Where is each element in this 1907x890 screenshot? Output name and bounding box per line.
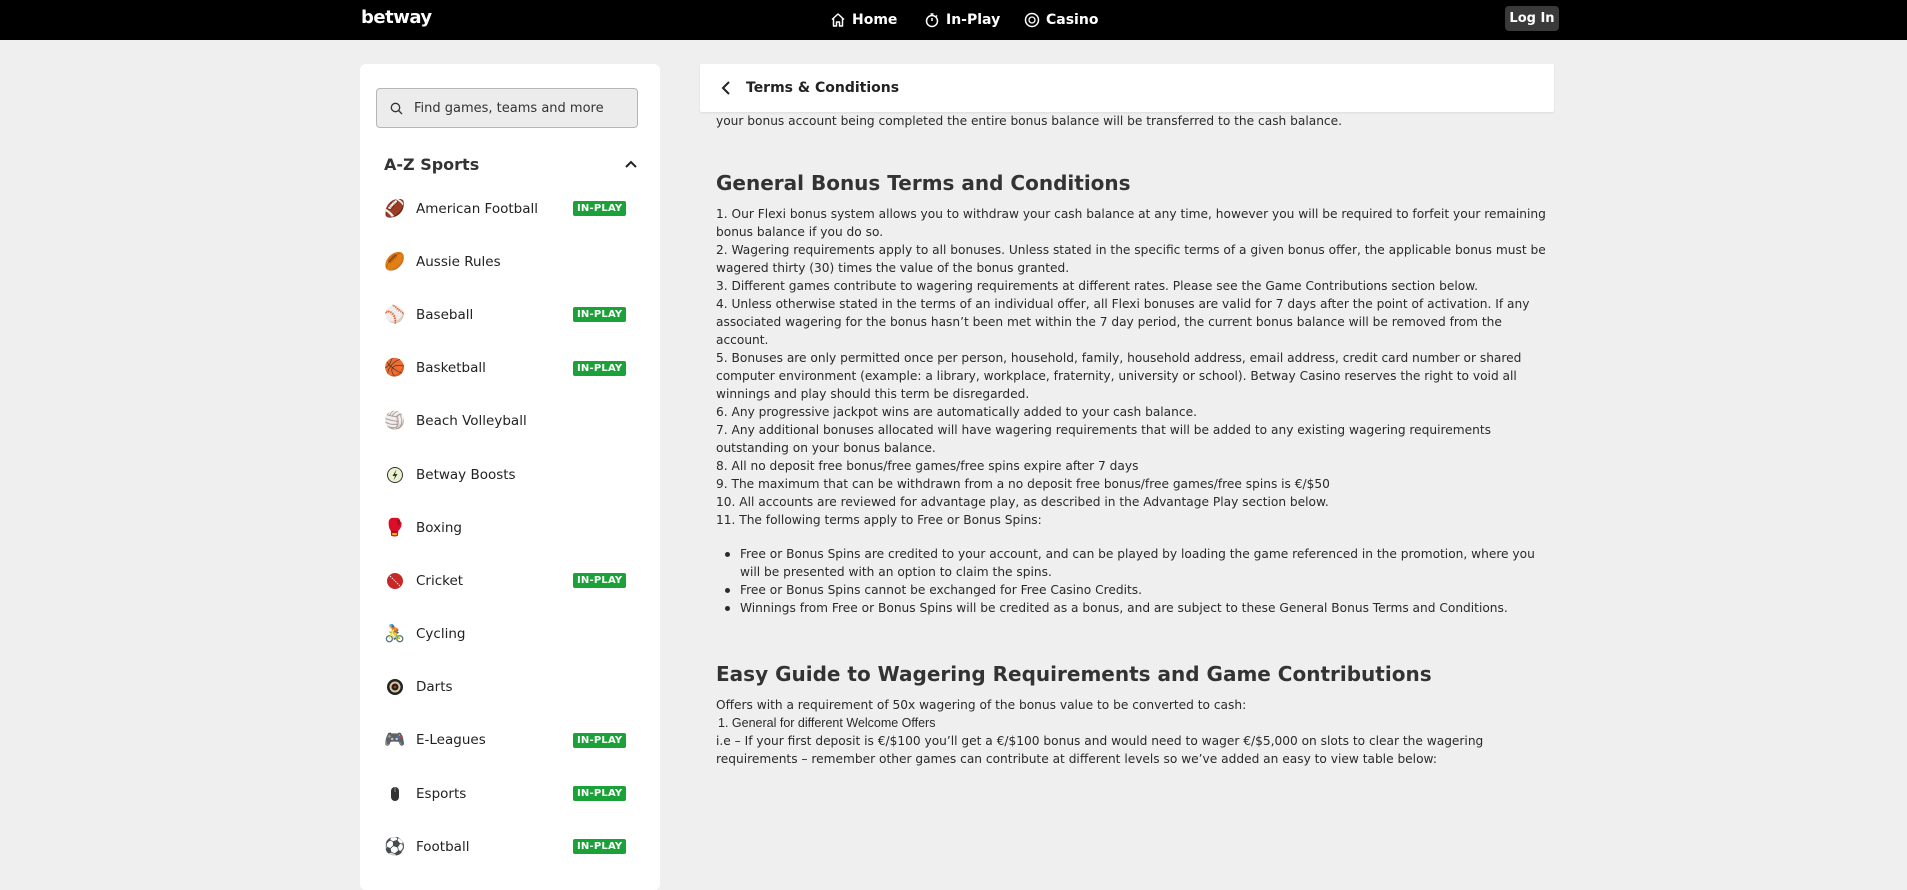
sidebar-item-betway-boosts[interactable]	[384, 448, 638, 501]
nav-casino-label: Casino	[1046, 12, 1099, 28]
home-icon	[830, 12, 846, 28]
mouse-icon	[384, 783, 406, 805]
nav-home[interactable]	[830, 0, 897, 40]
page-header	[700, 64, 1554, 112]
wagering-intro: Offers with a requirement of 50x wagering of the bonus value to be converted to cash:	[716, 698, 1247, 712]
sidebar-item-cycling[interactable]	[384, 608, 638, 661]
nav-in-play[interactable]	[924, 0, 1000, 40]
volleyball-icon: 🏐	[384, 411, 406, 432]
back-chevron-icon[interactable]	[720, 80, 732, 96]
search-input[interactable]	[414, 101, 624, 116]
cricket-ball-icon	[384, 570, 406, 592]
top-navigation-bar	[0, 0, 1907, 40]
wagering-example: i.e – If your first deposit is €/$100 you’ll get a €/$100 bonus and would need to wager €/$5,000 on slots to clear the wagering requirements – remember other games can contribute at different levels so we’ve added an easy to view table below:	[716, 734, 1484, 766]
in-play-badge: IN-PLAY	[573, 307, 626, 322]
sports-list	[384, 182, 638, 873]
section-heading-wagering-guide: Easy Guide to Wagering Requirements and Game Contributions	[716, 662, 1432, 686]
terms-item: 6. Any progressive jackpot wins are automatically added to your cash balance.	[716, 405, 1197, 419]
terms-item: 5. Bonuses are only permitted once per person, household, family, household address, email address, credit card number or shared computer environment (example: a library, workplace, fraternity, university or school). Betway Casino reserves the right to void all winnings and play should this term be disregarded.	[716, 351, 1522, 401]
aussie-rules-icon: 🏉	[384, 251, 406, 272]
sport-label: Baseball	[416, 306, 474, 323]
az-sports-header[interactable]	[384, 152, 638, 176]
baseball-icon: ⚾	[384, 304, 406, 325]
bullet-item: Free or Bonus Spins are credited to your account, and can be played by loading the game referenced in the promotion, where you will be presented with an option to claim the spins.	[716, 545, 1546, 581]
sport-label: E-Leagues	[416, 732, 486, 749]
sport-label: Betway Boosts	[416, 466, 516, 483]
sidebar-item-cricket[interactable]	[384, 554, 638, 607]
terms-item: 1. Our Flexi bonus system allows you to withdraw your cash balance at any time, however you will be required to forfeit your remaining bonus balance if you do so.	[716, 207, 1546, 239]
dartboard-icon	[384, 676, 406, 698]
wagering-list-item: 1. General for different Welcome Offers	[718, 716, 936, 730]
terms-item: 3. Different games contribute to wagering requirements at different rates. Please see the Game Contributions section below.	[716, 279, 1478, 293]
sidebar-item-darts[interactable]	[384, 661, 638, 714]
sport-label: Cricket	[416, 572, 464, 589]
casino-chip-icon	[1024, 12, 1040, 28]
intro-paragraph: your bonus account being completed the entire bonus balance will be transferred to the cash balance.	[716, 114, 1342, 128]
nav-home-label: Home	[852, 12, 898, 28]
sidebar-item-american-football[interactable]	[384, 182, 638, 235]
sidebar-item-beach-volleyball[interactable]	[384, 395, 638, 448]
page-title: Terms & Conditions	[746, 80, 900, 96]
sport-label: Beach Volleyball	[416, 413, 527, 430]
section-heading-general-bonus: General Bonus Terms and Conditions	[716, 171, 1131, 195]
boost-icon	[384, 464, 406, 486]
in-play-badge: IN-PLAY	[573, 839, 626, 854]
in-play-badge: IN-PLAY	[573, 786, 626, 801]
terms-item: 10. All accounts are reviewed for advantage play, as described in the Advantage Play section below.	[716, 495, 1329, 509]
search-box[interactable]	[376, 88, 638, 128]
bullet-item: Winnings from Free or Bonus Spins will be credited as a bonus, and are subject to these General Bonus Terms and Conditions.	[716, 599, 1546, 617]
sport-label: Aussie Rules	[416, 253, 501, 270]
sidebar-item-boxing[interactable]	[384, 501, 638, 554]
nav-casino[interactable]	[1024, 0, 1098, 40]
soccer-ball-icon: ⚽	[384, 836, 406, 857]
bullet-item: Free or Bonus Spins cannot be exchanged for Free Casino Credits.	[716, 581, 1546, 599]
sidebar-item-esports[interactable]	[384, 767, 638, 820]
terms-item: 4. Unless otherwise stated in the terms of an individual offer, all Flexi bonuses are valid for 7 days after the point of activation. If any associated wagering for the bonus hasn’t been met within the 7 day period, the current bonus balance will be removed from the account.	[716, 297, 1530, 347]
boxing-glove-icon: 🥊	[384, 517, 406, 538]
sport-label: Football	[416, 838, 470, 855]
search-icon	[390, 102, 403, 115]
sidebar-item-basketball[interactable]	[384, 342, 638, 395]
sport-label: Esports	[416, 785, 467, 802]
in-play-badge: IN-PLAY	[573, 201, 626, 216]
terms-item: 11. The following terms apply to Free or Bonus Spins:	[716, 513, 1042, 527]
sidebar-item-baseball[interactable]	[384, 288, 638, 341]
sidebar-item-aussie-rules[interactable]	[384, 235, 638, 288]
sport-label: Cycling	[416, 626, 466, 643]
chevron-up-icon[interactable]	[624, 159, 638, 169]
basketball-icon: 🏀	[384, 358, 406, 379]
log-in-button[interactable]: Log In	[1505, 6, 1559, 31]
cyclist-icon: 🚴	[384, 624, 406, 645]
betway-logo[interactable]: betway	[361, 7, 432, 28]
az-sports-title: A-Z Sports	[384, 154, 480, 174]
sidebar-item-football[interactable]	[384, 820, 638, 873]
terms-item: 8. All no deposit free bonus/free games/free spins expire after 7 days	[716, 459, 1139, 473]
terms-item: 9. The maximum that can be withdrawn from a no deposit free bonus/free games/free spins is €/$50	[716, 477, 1330, 491]
sport-label: American Football	[416, 200, 538, 217]
terms-content	[716, 112, 1546, 768]
sidebar-item-e-leagues[interactable]	[384, 714, 638, 767]
american-football-icon: 🏈	[384, 198, 406, 219]
terms-item: 7. Any additional bonuses allocated will have wagering requirements that will be added to any existing wagering requirements outstanding on your bonus balance.	[716, 423, 1491, 455]
stopwatch-icon	[924, 12, 940, 28]
terms-item: 2. Wagering requirements apply to all bonuses. Unless stated in the specific terms of a given bonus offer, the applicable bonus must be wagered thirty (30) times the value of the bonus granted.	[716, 243, 1546, 275]
sport-label: Basketball	[416, 360, 486, 377]
sidebar	[360, 64, 660, 890]
in-play-badge: IN-PLAY	[573, 573, 626, 588]
in-play-badge: IN-PLAY	[573, 733, 626, 748]
nav-in-play-label: In-Play	[946, 12, 1001, 28]
gamepad-icon: 🎮	[384, 730, 406, 751]
sport-label: Darts	[416, 679, 453, 696]
sport-label: Boxing	[416, 519, 462, 536]
in-play-badge: IN-PLAY	[573, 361, 626, 376]
